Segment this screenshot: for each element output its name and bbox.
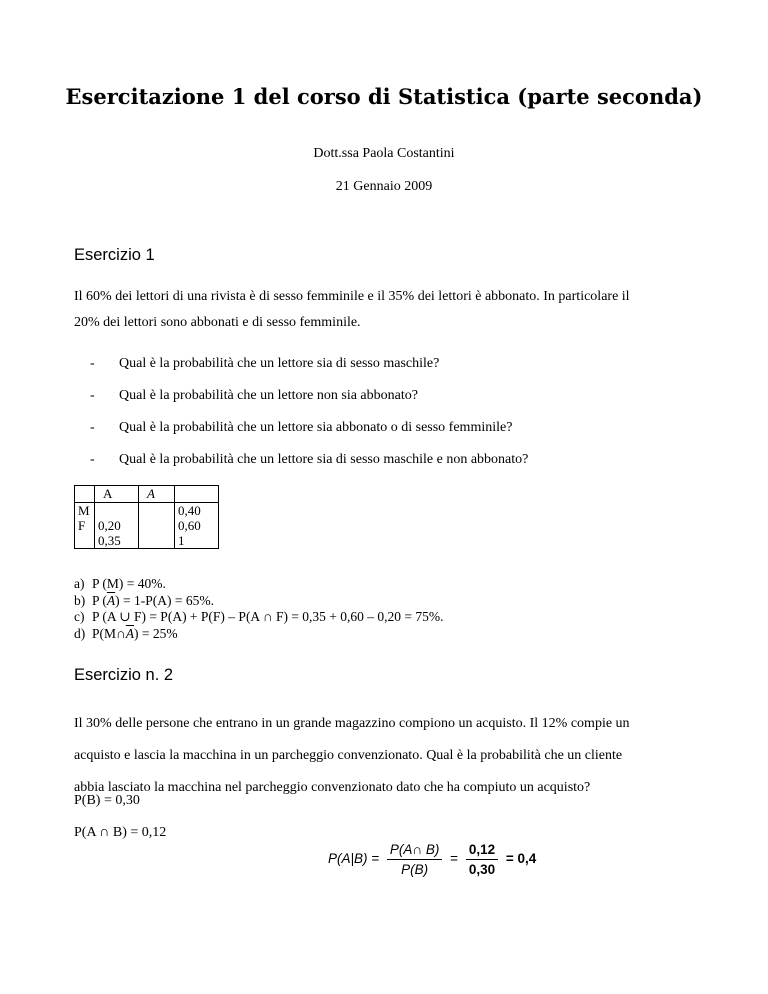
exercise-1-text-line: 20% dei lettori sono abbonati e di sesso femminile.	[74, 315, 361, 330]
table-header-row	[75, 486, 219, 503]
dash-bullet: -	[90, 356, 95, 371]
date: 21 Gennaio 2009	[335, 179, 433, 194]
dash-bullet: -	[90, 420, 95, 435]
answer-item: c) P (A ∪ F) = P(A) + P(F) – P(A ∩ F) = 0,35 + 0,60 – 0,20 = 75%.	[74, 609, 444, 624]
formula-fraction: $\frac{P(A\cap B)}{P(B)}$	[387, 842, 442, 877]
exercise-2-heading: Esercizio n. 2	[74, 666, 174, 684]
dash-bullet: -	[90, 452, 95, 467]
answer-list	[74, 576, 444, 642]
exercise-1-heading: Esercizio 1	[74, 246, 155, 264]
table-row	[75, 503, 219, 549]
table-col-total: 0,40 0,60 1	[175, 503, 219, 549]
exercise-2-text-line: abbia lasciato la macchina nel parcheggio convenzionato dato che ha compiuto un acquisto?	[74, 780, 591, 795]
question-text: Qual è la probabilità che un lettore non sia abbonato?	[119, 388, 418, 403]
dash-bullet: -	[90, 388, 95, 403]
table-cell	[75, 486, 95, 503]
author: Dott.ssa Paola Costantini	[313, 146, 455, 161]
exercise-1-text-line: Il 60% dei lettori di una rivista è di sesso femminile e il 35% dei lettori è abbonato. In particolare il	[74, 289, 630, 304]
table-row-labels: M F	[75, 503, 95, 549]
formula-result: = 0,4	[505, 851, 537, 867]
page-title: Esercitazione 1 del corso di Statistica (parte seconda)	[65, 84, 703, 109]
table-header-a: A	[95, 486, 139, 503]
answer-item: b) P $(\overline{A}) = 1-P(A) = 65\%$.	[74, 592, 214, 608]
table-cell	[175, 486, 219, 503]
formula-lhs: P(A|B) =	[328, 851, 380, 867]
exercise-2-text-line: Il 30% delle persone che entrano in un grande magazzino compiono un acquisto. Il 12% compie un	[74, 716, 630, 731]
formula-equals: =	[450, 851, 459, 867]
formula-value-fraction: $\frac{0,12}{0,30}$	[466, 842, 498, 877]
given-pab: P(A ∩ B) = 0,12	[74, 825, 167, 840]
question-text: Qual è la probabilità che un lettore sia abbonato o di sesso femminile?	[119, 420, 513, 435]
givens	[74, 785, 704, 849]
table-header-not-a: $\overline{A}$	[139, 486, 175, 503]
answer-item: d) $P(M\cap\overline{A}) = 25\%$	[74, 625, 178, 641]
conditional-probability-formula	[328, 842, 536, 877]
exercise-2-text-line: acquisto e lascia la macchina in un parcheggio convenzionato. Qual è la probabilità che un cliente	[74, 748, 623, 763]
contingency-table	[74, 485, 219, 549]
exercise-1-text	[74, 284, 704, 336]
question-text: Qual è la probabilità che un lettore sia di sesso maschile?	[119, 356, 440, 371]
table-col-not-a	[139, 503, 175, 549]
table-col-a: 0,20 0,35	[95, 503, 139, 549]
question-text: Qual è la probabilità che un lettore sia di sesso maschile e non abbonato?	[119, 452, 529, 467]
given-pb: P(B) = 0,30	[74, 793, 140, 808]
answer-item: a) P (M) = 40%.	[74, 576, 166, 591]
